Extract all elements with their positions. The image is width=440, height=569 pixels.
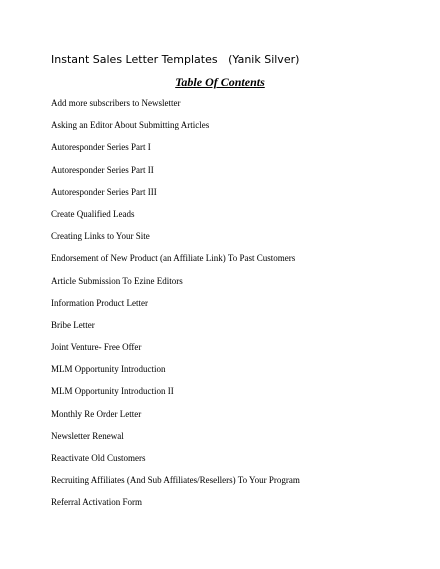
toc-item: Creating Links to Your Site: [51, 231, 150, 242]
toc-item: Article Submission To Ezine Editors: [51, 275, 183, 286]
toc-item: Information Product Letter: [51, 297, 148, 308]
document-title: Instant Sales Letter Templates (Yanik Silver): [51, 53, 300, 66]
toc-item: Create Qualified Leads: [51, 208, 135, 219]
toc-item: Autoresponder Series Part I: [51, 142, 151, 153]
toc-item: Autoresponder Series Part III: [51, 186, 157, 197]
toc-item: MLM Opportunity Introduction II: [51, 386, 174, 397]
toc-item: Autoresponder Series Part II: [51, 164, 154, 175]
toc-item: Recruiting Affiliates (And Sub Affiliates/Resellers) To Your Program: [51, 475, 300, 486]
toc-item: Asking an Editor About Submitting Articles: [51, 120, 210, 131]
toc-item: Bribe Letter: [51, 319, 95, 330]
toc-item: Joint Venture- Free Offer: [51, 342, 142, 353]
toc-heading: Table Of Contents: [175, 75, 265, 89]
toc-item: MLM Opportunity Introduction: [51, 364, 166, 375]
toc-list: [51, 98, 411, 520]
toc-item: Referral Activation Form: [51, 497, 142, 508]
toc-item: Reactivate Old Customers: [51, 453, 146, 463]
toc-item: Newsletter Renewal: [51, 430, 124, 441]
toc-item: Add more subscribers to Newsletter: [51, 98, 181, 108]
toc-item: Monthly Re Order Letter: [51, 408, 142, 419]
toc-item: Endorsement of New Product (an Affiliate Link) To Past Customers: [51, 253, 296, 264]
